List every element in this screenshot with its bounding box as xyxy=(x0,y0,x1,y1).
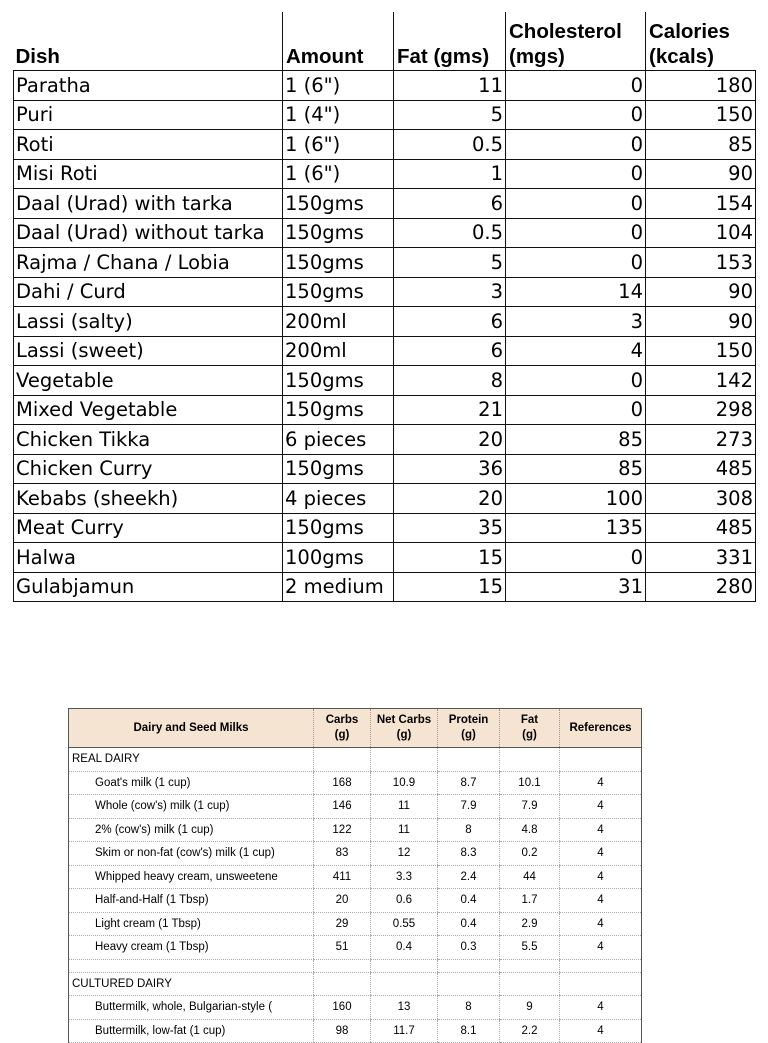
table-cell: 1 (6") xyxy=(283,130,394,160)
column-header xyxy=(14,12,283,71)
table-cell: 331 xyxy=(646,543,756,573)
table-cell: 0.2 xyxy=(500,842,560,866)
table-cell: 44 xyxy=(500,865,560,889)
table-cell: 485 xyxy=(646,454,756,484)
section-row xyxy=(69,748,642,772)
header-line: Fat (gms) xyxy=(397,45,490,68)
table-cell: 85 xyxy=(646,130,756,160)
table-cell: 8.3 xyxy=(438,842,500,866)
header-line: (g) xyxy=(334,729,350,741)
table-cell xyxy=(500,748,560,772)
table-cell: 5.5 xyxy=(500,936,560,960)
table-cell: Dahi / Curd xyxy=(14,277,283,307)
table-cell xyxy=(500,959,560,972)
table-cell: 1 xyxy=(394,159,506,189)
table-cell: 4 xyxy=(560,818,642,842)
table-row xyxy=(14,159,756,189)
header-line: (g) xyxy=(396,729,412,741)
table-row xyxy=(69,865,642,889)
table-cell: Gulabjamun xyxy=(14,572,283,602)
table-cell: 154 xyxy=(646,189,756,219)
table-cell: 150gms xyxy=(283,395,394,425)
table-cell: 6 pieces xyxy=(283,425,394,455)
table-cell: 1 (6") xyxy=(283,159,394,189)
table-cell: 485 xyxy=(646,513,756,543)
table-row xyxy=(14,307,756,337)
header-line: Protein xyxy=(448,714,489,726)
table-cell: 2% (cow's) milk (1 cup) xyxy=(69,818,314,842)
table-cell: 21 xyxy=(394,395,506,425)
table-cell: 146 xyxy=(314,795,371,819)
table-row xyxy=(14,366,756,396)
table-cell: 2.4 xyxy=(438,865,500,889)
table-row xyxy=(14,543,756,573)
table-cell: Misi Roti xyxy=(14,159,283,189)
table-header xyxy=(69,709,642,748)
table-cell: 85 xyxy=(506,425,646,455)
table-cell: 3.3 xyxy=(371,865,438,889)
table-cell: 4 xyxy=(560,912,642,936)
table-cell: 4 xyxy=(560,889,642,913)
table-cell: 273 xyxy=(646,425,756,455)
table-cell: Halwa xyxy=(14,543,283,573)
table-cell xyxy=(438,972,500,996)
header-line: (g) xyxy=(461,729,476,741)
table-cell: 4 xyxy=(506,336,646,366)
header-line: Carbs xyxy=(325,714,359,726)
table-cell: 0.3 xyxy=(438,936,500,960)
table-row xyxy=(14,277,756,307)
table-cell: 104 xyxy=(646,218,756,248)
table-cell: Skim or non-fat (cow's) milk (1 cup) xyxy=(69,842,314,866)
table-row xyxy=(14,100,756,130)
column-header xyxy=(500,709,560,748)
table-cell: 308 xyxy=(646,484,756,514)
section-title: REAL DAIRY xyxy=(69,748,314,772)
table-cell: 0 xyxy=(506,159,646,189)
header-line: (mgs) xyxy=(509,45,565,68)
table-cell: 4 xyxy=(560,996,642,1020)
table-cell: 31 xyxy=(506,572,646,602)
table-row xyxy=(69,771,642,795)
table-cell: 0.4 xyxy=(438,889,500,913)
column-header xyxy=(506,12,646,71)
table-cell: 1 (4") xyxy=(283,100,394,130)
table-cell: 160 xyxy=(314,996,371,1020)
table-row xyxy=(69,996,642,1020)
table-cell: 11 xyxy=(371,795,438,819)
table-cell: 180 xyxy=(646,71,756,101)
table-cell: 90 xyxy=(646,159,756,189)
table-cell: Buttermilk, low-fat (1 cup) xyxy=(69,1019,314,1043)
table-cell: 98 xyxy=(314,1019,371,1043)
table-cell: 4 xyxy=(560,1019,642,1043)
table-cell: 0.5 xyxy=(394,218,506,248)
table-cell xyxy=(560,972,642,996)
table-cell xyxy=(314,959,371,972)
table-cell: Chicken Tikka xyxy=(14,425,283,455)
table-cell: 0 xyxy=(506,366,646,396)
table-cell: 153 xyxy=(646,248,756,278)
header-line: (g) xyxy=(522,729,537,741)
table-row xyxy=(69,795,642,819)
table-cell: 2.9 xyxy=(500,912,560,936)
table-cell: 2 medium xyxy=(283,572,394,602)
table-cell: 8.7 xyxy=(438,771,500,795)
table-cell: 150 xyxy=(646,100,756,130)
table-cell: Whole (cow's) milk (1 cup) xyxy=(69,795,314,819)
table-cell: 3 xyxy=(394,277,506,307)
table-cell: Puri xyxy=(14,100,283,130)
table-row xyxy=(14,454,756,484)
table-cell: 168 xyxy=(314,771,371,795)
table-cell: 5 xyxy=(394,248,506,278)
header-line: Calories xyxy=(649,20,730,43)
table-cell: 15 xyxy=(394,543,506,573)
table-cell: Heavy cream (1 Tbsp) xyxy=(69,936,314,960)
table-cell: 3 xyxy=(506,307,646,337)
table-cell: 4 xyxy=(560,795,642,819)
table-cell: 150gms xyxy=(283,454,394,484)
table-cell xyxy=(438,748,500,772)
table-cell: 200ml xyxy=(283,307,394,337)
table-cell: 100gms xyxy=(283,543,394,573)
table-cell: 0 xyxy=(506,543,646,573)
column-header xyxy=(560,709,642,748)
header-line: (kcals) xyxy=(649,45,714,68)
table-cell: 150gms xyxy=(283,513,394,543)
table-cell: 10.1 xyxy=(500,771,560,795)
table-cell: 11.7 xyxy=(371,1019,438,1043)
table-row xyxy=(14,572,756,602)
section-row xyxy=(69,972,642,996)
table-cell: Daal (Urad) with tarka xyxy=(14,189,283,219)
table-cell: 0.6 xyxy=(371,889,438,913)
table-body xyxy=(14,71,756,602)
table-cell: 20 xyxy=(394,425,506,455)
table-cell: Half-and-Half (1 Tbsp) xyxy=(69,889,314,913)
table-cell: 4 xyxy=(560,842,642,866)
table-cell: 0 xyxy=(506,189,646,219)
table-row xyxy=(14,71,756,101)
table-row xyxy=(69,936,642,960)
table-cell xyxy=(314,748,371,772)
table-cell: 6 xyxy=(394,307,506,337)
table-cell: 10.9 xyxy=(371,771,438,795)
table-cell: 411 xyxy=(314,865,371,889)
table-cell: 7.9 xyxy=(500,795,560,819)
column-header xyxy=(69,709,314,748)
table-cell: Roti xyxy=(14,130,283,160)
nutrition-table-dishes xyxy=(13,12,756,602)
header-line: Net Carbs xyxy=(376,714,432,726)
nutrition-table-dairy xyxy=(68,708,642,1043)
table-cell: 5 xyxy=(394,100,506,130)
table-cell: 6 xyxy=(394,189,506,219)
table-cell: Rajma / Chana / Lobia xyxy=(14,248,283,278)
header-line: Amount xyxy=(286,45,364,68)
table-cell: 12 xyxy=(371,842,438,866)
table-cell: 150 xyxy=(646,336,756,366)
table-cell xyxy=(371,959,438,972)
header-line: Dairy and Seed Milks xyxy=(133,721,249,734)
table-cell: 13 xyxy=(371,996,438,1020)
table-cell: 150gms xyxy=(283,366,394,396)
table-cell: Buttermilk, whole, Bulgarian-style ( xyxy=(69,996,314,1020)
table-cell: 7.9 xyxy=(438,795,500,819)
table-cell: 4 xyxy=(560,771,642,795)
table-cell: 4 xyxy=(560,865,642,889)
table-cell: 15 xyxy=(394,572,506,602)
table-cell: 135 xyxy=(506,513,646,543)
table-row xyxy=(14,130,756,160)
table-cell: 4.8 xyxy=(500,818,560,842)
table-cell xyxy=(314,972,371,996)
table-cell: 1.7 xyxy=(500,889,560,913)
table-cell: 122 xyxy=(314,818,371,842)
table-row xyxy=(69,818,642,842)
table-cell: 0.55 xyxy=(371,912,438,936)
table-cell: Kebabs (sheekh) xyxy=(14,484,283,514)
table-row xyxy=(69,889,642,913)
table-cell: 142 xyxy=(646,366,756,396)
table-cell: Whipped heavy cream, unsweetene xyxy=(69,865,314,889)
table-cell: 0.5 xyxy=(394,130,506,160)
table-row xyxy=(69,842,642,866)
table-cell: 90 xyxy=(646,307,756,337)
table-row xyxy=(69,912,642,936)
table-cell: Goat's milk (1 cup) xyxy=(69,771,314,795)
section-title: CULTURED DAIRY xyxy=(69,972,314,996)
table-cell: 29 xyxy=(314,912,371,936)
table-row xyxy=(14,484,756,514)
table-cell: Meat Curry xyxy=(14,513,283,543)
table-cell: 51 xyxy=(314,936,371,960)
table-cell: 90 xyxy=(646,277,756,307)
table-cell: 150gms xyxy=(283,189,394,219)
table-cell: 0 xyxy=(506,218,646,248)
table-cell: Lassi (sweet) xyxy=(14,336,283,366)
table-row xyxy=(69,1019,642,1043)
table-row xyxy=(14,189,756,219)
table-cell: 11 xyxy=(371,818,438,842)
table-cell xyxy=(371,972,438,996)
table-cell: 0.4 xyxy=(438,912,500,936)
table-cell: 0 xyxy=(506,248,646,278)
table-row xyxy=(14,425,756,455)
table-row xyxy=(14,336,756,366)
table-cell xyxy=(371,748,438,772)
table-cell: Mixed Vegetable xyxy=(14,395,283,425)
column-header xyxy=(371,709,438,748)
table-cell: 150gms xyxy=(283,248,394,278)
table-cell: 36 xyxy=(394,454,506,484)
table-cell: 6 xyxy=(394,336,506,366)
table-row xyxy=(14,513,756,543)
table-cell xyxy=(438,959,500,972)
table-cell: 200ml xyxy=(283,336,394,366)
table-cell: Lassi (salty) xyxy=(14,307,283,337)
table-cell: 8 xyxy=(394,366,506,396)
table-header xyxy=(14,12,756,71)
table-cell: Light cream (1 Tbsp) xyxy=(69,912,314,936)
table-cell: 280 xyxy=(646,572,756,602)
table-row xyxy=(14,218,756,248)
table-cell: 150gms xyxy=(283,277,394,307)
column-header xyxy=(646,12,756,71)
spacer-row xyxy=(69,959,642,972)
table-cell: 35 xyxy=(394,513,506,543)
table-cell: 4 xyxy=(560,936,642,960)
header-line: Cholesterol xyxy=(509,20,622,43)
table-cell: 20 xyxy=(394,484,506,514)
table-cell: Paratha xyxy=(14,71,283,101)
table-cell: 1 (6") xyxy=(283,71,394,101)
table-cell: Chicken Curry xyxy=(14,454,283,484)
table-row xyxy=(14,395,756,425)
table-cell: 2.2 xyxy=(500,1019,560,1043)
table-cell: 0.4 xyxy=(371,936,438,960)
table-cell: 0 xyxy=(506,71,646,101)
table-cell xyxy=(500,972,560,996)
table-cell xyxy=(560,959,642,972)
table-cell xyxy=(560,748,642,772)
table-cell: 8 xyxy=(438,818,500,842)
table-cell: 0 xyxy=(506,100,646,130)
table-cell: 100 xyxy=(506,484,646,514)
table-cell: 0 xyxy=(506,395,646,425)
table-cell: 14 xyxy=(506,277,646,307)
header-line: Dish xyxy=(15,45,60,68)
table-row xyxy=(14,248,756,278)
table-cell: 8.1 xyxy=(438,1019,500,1043)
column-header xyxy=(314,709,371,748)
table-cell: 150gms xyxy=(283,218,394,248)
table-cell: 298 xyxy=(646,395,756,425)
table-body xyxy=(69,748,642,1043)
table-cell: 11 xyxy=(394,71,506,101)
table-cell: 8 xyxy=(438,996,500,1020)
header-line: References xyxy=(569,721,632,734)
column-header xyxy=(394,12,506,71)
column-header xyxy=(283,12,394,71)
table-cell xyxy=(69,959,314,972)
table-cell: 0 xyxy=(506,130,646,160)
column-header xyxy=(438,709,500,748)
table-cell: 83 xyxy=(314,842,371,866)
table-cell: 85 xyxy=(506,454,646,484)
table-cell: 4 pieces xyxy=(283,484,394,514)
table-cell: 20 xyxy=(314,889,371,913)
header-line: Fat xyxy=(520,714,539,726)
table-cell: Vegetable xyxy=(14,366,283,396)
table-cell: Daal (Urad) without tarka xyxy=(14,218,283,248)
table-cell: 9 xyxy=(500,996,560,1020)
